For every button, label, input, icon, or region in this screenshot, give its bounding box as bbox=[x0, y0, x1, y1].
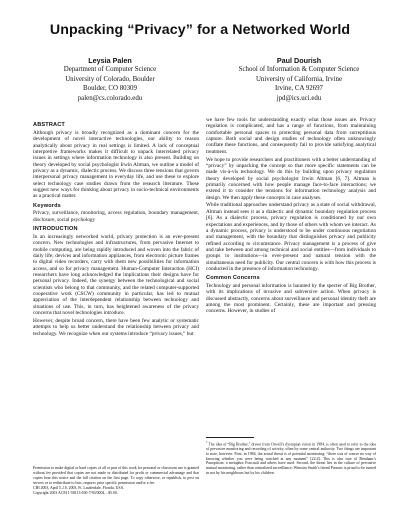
copyright-notice bbox=[33, 466, 199, 495]
author-dept: Department of Computer Science bbox=[63, 66, 157, 74]
body-paragraph: we have few tools for understanding exactly what those issues are. Privacy regulation is complicated, and has a range of functions, from maintaining comfortable personal spaces to protecting personal data from surreptitious capture. Both social and design studies of technology often unknowingly conflate these functions, and consequently fail to provide satisfying analytical treatment. bbox=[206, 117, 376, 155]
author-name: Paul Dourish bbox=[276, 56, 322, 65]
author-email: jpd@ics.uci.edu bbox=[276, 94, 322, 102]
author-city: Irvine, CA 92697 bbox=[274, 85, 324, 93]
body-paragraph: Technology and personal information is haunted by the specter of Big Brother, with its implications of invasive and subversive action. When privacy is discussed abstractly, concerns about surveillance and personal identity theft are among the most prominent. Certainly, these are important and pressing concerns. However, in studies of bbox=[206, 283, 376, 315]
author-block-palen bbox=[30, 56, 190, 103]
abstract-heading: ABSTRACT bbox=[33, 122, 65, 128]
author-university: University of Colorado, Boulder bbox=[65, 75, 155, 83]
intro-paragraph: However, despite broad concern, there have been few analytic or systematic attempts to help us better understand the relationship between privacy and technology. We recognize when our systems introduce “privacy issues,” but bbox=[33, 317, 199, 337]
venue-line: CHI 2003, April 5–10, 2003, Ft. Lauderdale, Florida, USA. bbox=[33, 485, 125, 490]
body-paragraph: We hope to provide researchers and practitioners with a better understanding of “privacy” by unpacking the concept so that more specific statements can be made vis-à-vis technology. We do this by building upon privacy regulation theory developed by social psychologist Irwin Altman [6, 7]. Altman is primarily concerned with how people manage face-to-face interactions; we extend it to consider the tensions for information technology analysis and design. We then apply these concepts in case analyses. bbox=[206, 156, 376, 201]
left-column bbox=[33, 122, 199, 339]
permission-text: Permission to make digital or hard copies of all or part of this work for personal or classroom use is granted without fee provided that copies are not made or distributed for profit or commercial advantage and that copies bear this notice and the full citation on the first page. To copy otherwise, or republish, to post on servers or to redistribute to lists, requires prior specific permission and/or a fee. bbox=[33, 466, 199, 485]
footnote-marker: 1 bbox=[206, 440, 208, 444]
footnote-text: The idea of “Big Brother,” drawn from Orwell’s dystopian vision in 1984, is often used to refer to the idea of pervasive monitoring and recording of activity, often by some central authority. Two things are important to note, however. First, in 1984, the actual threat is of potential monitoring: “there was of course no way of knowing whether you were being watched at any moment” [22:4]. This is also true of Bentham’s Panopticon, a metaphor Foucault and others have used. Second, the threat lies in the culture of pervasive mutual monitoring, rather than centralized surveillance; Winston Smith’s friend Parsons is proud to be turned in not by his neighbours but by his children. bbox=[206, 442, 376, 475]
footnote bbox=[206, 440, 376, 476]
keywords-text: Privacy, surveillance, monitoring, access regulation, boundary management, disclosure, social psychology bbox=[33, 210, 199, 223]
author-university: University of California, Irvine bbox=[255, 75, 343, 83]
author-dept: School of Information & Computer Science bbox=[238, 66, 360, 74]
author-city: Boulder, CO 80309 bbox=[83, 85, 137, 93]
footnote-rule bbox=[206, 437, 254, 438]
paper-title: Unpacking “Privacy” for a Networked World bbox=[49, 22, 351, 38]
body-paragraph: While traditional approaches understand privacy as a state of social withdrawal, Altman instead sees it as a dialectic and dynamic boundary regulation process [6]. As a dialectic process, privacy regulation is conditioned by our own expectations and experiences, and by those of others with whom we interact. As a dynamic process, privacy is understood to be under continuous negotiation and management, with the boundary that distinguishes privacy and publicity refined according to circumstance. Privacy management is a process of give and take between and among technical and social entities—from individuals to groups to institutions—in ever-present and natural tension with the simultaneous need for publicity. Our central concern is with how this process is conducted in the presence of information technology. bbox=[206, 202, 376, 272]
author-block-dourish bbox=[212, 56, 386, 103]
keywords-heading: Keywords bbox=[33, 202, 61, 209]
right-column bbox=[206, 117, 376, 316]
author-email: palen@cs.colorado.edu bbox=[77, 94, 143, 102]
abstract-text: Although privacy is broadly recognized as a dominant concern for the development of novel interactive technologies, our ability to reason analytically about privacy in real settings is limited. A lack of conceptual interpretive frameworks makes it difficult to unpack interrelated privacy issues in settings where information technology is also present. Building on theory developed by social psychologist Irwin Altman, we outline a model of privacy as a dynamic, dialectic process. We discuss three tensions that govern interpersonal privacy management in everyday life, and use these to explore select technology case studies drawn from the research literature. These suggest new ways for thinking about privacy in socio-technical environments as a practical matter. bbox=[33, 129, 199, 200]
copyright-line: Copyright 2003 ACM 1-58113-630-7/03/0004…$5.00. bbox=[33, 490, 118, 495]
intro-paragraph: In an increasingly networked world, privacy protection is an ever-present concern. New technologies and infrastructures, from pervasive Internet to mobile computing, are being rapidly introduced and woven into the fabric of daily life; devices and information appliances, from electronic picture frames to digital video recorders, carry with them new possibilities for information access, and so for privacy management. Human-Computer Interaction (HCI) researchers have long acknowledged the implications their designs have for personal privacy. Indeed, the synergy between the technological and social scientists who belong to that community, and the related computer-supported cooperative work (CSCW) community in particular, has led to mutual appreciation of the interdependent relationship between technology and situations of use. This, in turn, has heightened awareness of the privacy concerns that novel technologies introduce. bbox=[33, 234, 199, 317]
author-name: Leysia Palen bbox=[88, 56, 132, 65]
common-concerns-heading: Common Concerns bbox=[206, 275, 260, 282]
introduction-heading: INTRODUCTION bbox=[33, 226, 78, 233]
